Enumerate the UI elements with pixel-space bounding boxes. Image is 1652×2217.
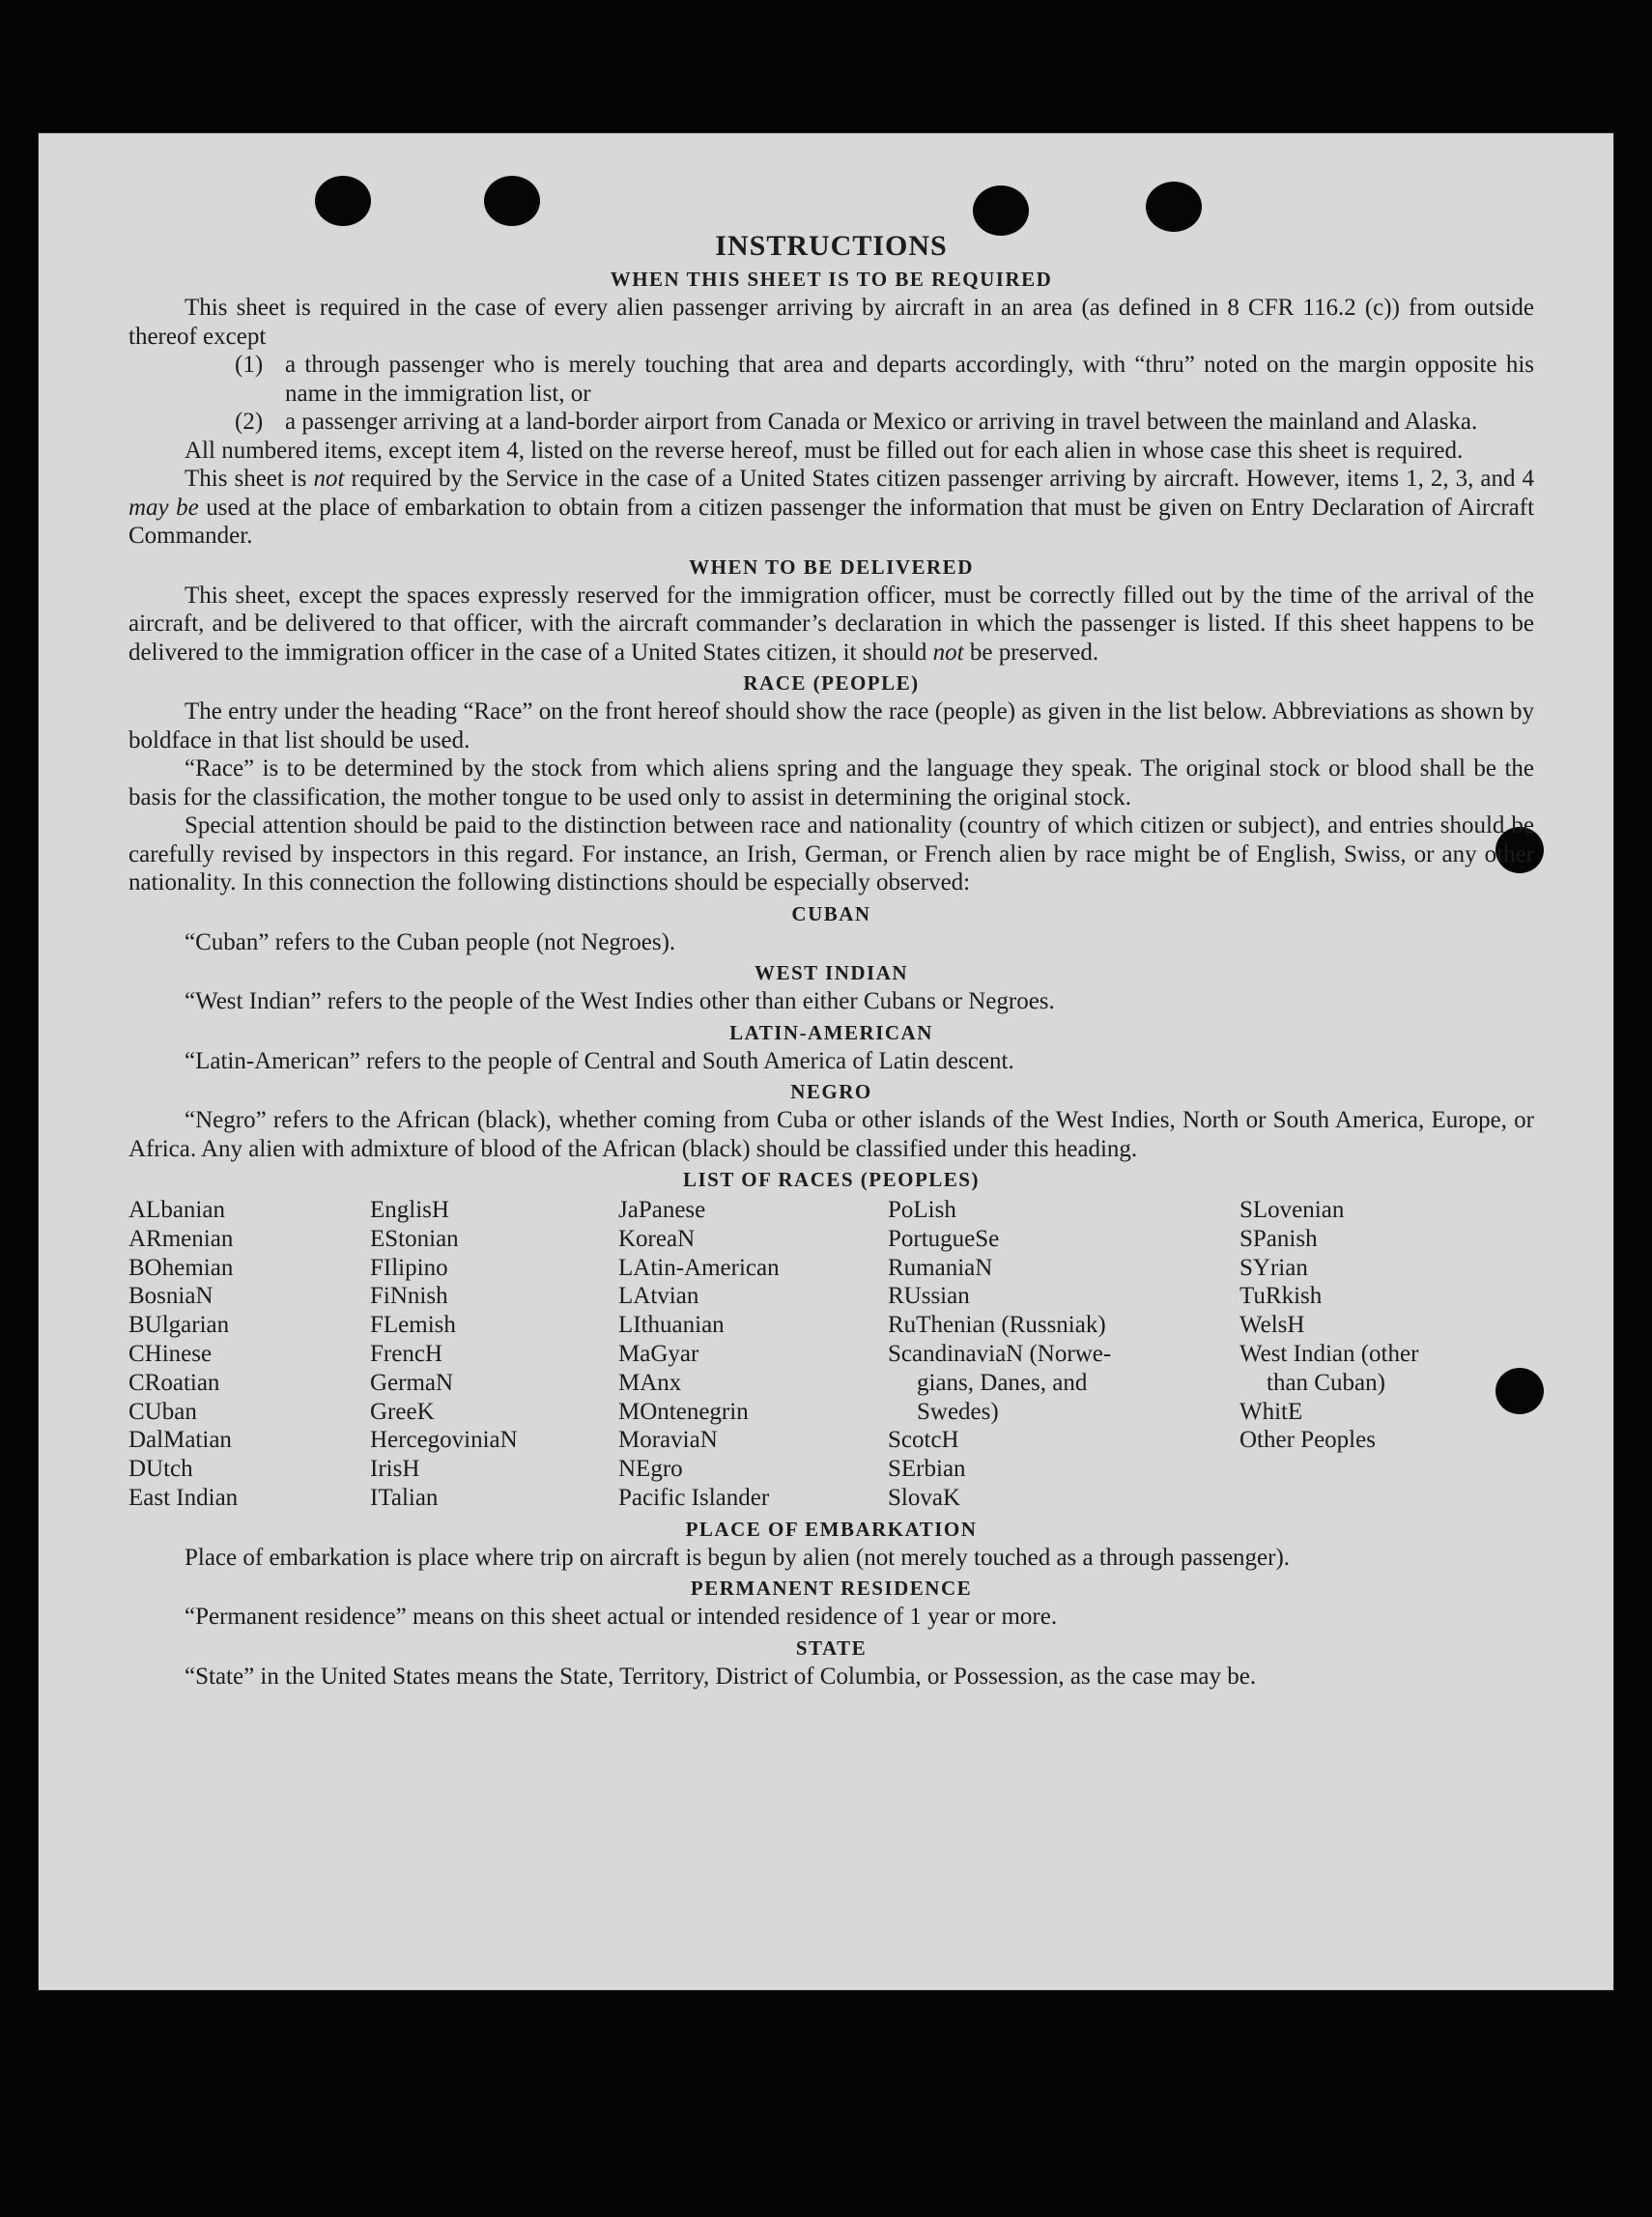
punch-hole <box>484 176 540 226</box>
race-entry: ScotcH <box>888 1427 959 1454</box>
race-entry: than Cuban) <box>1267 1369 1385 1396</box>
race-entry: RuThenian (Russniak) <box>888 1312 1106 1339</box>
race-entry: KoreaN <box>618 1225 696 1252</box>
document-sheet <box>39 133 1613 1990</box>
emphasis: not <box>313 466 345 492</box>
emphasis: may be <box>128 494 199 521</box>
race-entry: DUtch <box>128 1456 193 1483</box>
race-entry: RumaniaN <box>888 1254 993 1281</box>
race-entry: Other Peoples <box>1239 1427 1376 1454</box>
race-entry: Pacific Islander <box>618 1484 770 1511</box>
emphasis: not <box>932 639 964 666</box>
race-entry: FrencH <box>370 1340 442 1367</box>
item-text: a through passenger who is merely touching that area and departs accordingly, with “thru” noted on the margin opposite his name in the immigration list, or <box>285 352 1534 407</box>
race-entry: SlovaK <box>888 1484 960 1511</box>
race-entry: FiNnish <box>370 1283 448 1310</box>
paragraph: Special attention should be paid to the distinction between race and nationality (country of which citizen or subject), and entries should be carefully revised by inspectors in this regard. For instance, an Irish, German, or French alien by race might be of English, Swiss, or any other nationality. In this connection the following distinctions should be especially observed: <box>128 812 1534 895</box>
race-entry: MAnx <box>618 1369 682 1396</box>
heading-list-of-races: LIST OF RACES (PEOPLES) <box>683 1168 980 1191</box>
paragraph: Place of embarkation is place where trip on aircraft is begun by alien (not merely touched as a through passenger). <box>185 1544 1291 1571</box>
heading-permanent-residence: PERMANENT RESIDENCE <box>690 1577 973 1601</box>
race-entry: HercegoviniaN <box>370 1427 518 1454</box>
races-column <box>370 1196 618 1513</box>
race-entry: GermaN <box>370 1369 454 1396</box>
heading-west-indian: WEST INDIAN <box>754 961 909 984</box>
paragraph: “Race” is to be determined by the stock from which aliens spring and the language they speak. The original stock or blood shall be the basis for the classification, the mother tongue to be used only to assist in determining the original stock. <box>128 755 1534 810</box>
text-run: used at the place of embarkation to obtain from a citizen passenger the information that must be given on Entry Declaration of Aircraft Commander. <box>128 494 1535 549</box>
race-entry: EStonian <box>370 1225 459 1252</box>
race-entry: ITalian <box>370 1484 439 1511</box>
race-entry: SLovenian <box>1239 1197 1345 1223</box>
race-entry: CRoatian <box>128 1369 220 1396</box>
paragraph: “Latin-American” refers to the people of Central and South America of Latin descent. <box>185 1047 1014 1074</box>
list-item <box>128 408 1534 437</box>
race-entry: FIlipino <box>370 1254 448 1281</box>
race-entry: SErbian <box>888 1456 966 1483</box>
race-entry: BUlgarian <box>128 1312 230 1339</box>
races-column <box>128 1196 370 1513</box>
race-entry: gians, Danes, and <box>917 1369 1088 1396</box>
race-entry: FLemish <box>370 1312 456 1339</box>
race-entry: East Indian <box>128 1484 239 1511</box>
races-column <box>888 1196 1239 1513</box>
race-entry: MaGyar <box>618 1340 699 1367</box>
race-entry: TuRkish <box>1239 1283 1323 1310</box>
item-number: (2) <box>235 409 264 435</box>
paragraph: The entry under the heading “Race” on the front hereof should show the race (people) as given in the list below. Abbreviations as shown by boldface in that list should be used. <box>128 698 1534 753</box>
races-list <box>128 1196 1534 1513</box>
race-entry: SYrian <box>1239 1254 1308 1281</box>
race-entry: EnglisH <box>370 1197 449 1223</box>
race-entry: WelsH <box>1239 1312 1305 1339</box>
heading-cuban: CUBAN <box>791 901 871 925</box>
race-entry: CHinese <box>128 1340 213 1367</box>
punch-hole <box>973 185 1029 236</box>
races-column <box>1239 1196 1534 1513</box>
heading-race: RACE (PEOPLE) <box>743 671 920 695</box>
text-run: required by the Service in the case of a United States citizen passenger arriving by aircraft. However, items 1, 2, 3, and 4 <box>344 466 1534 492</box>
race-entry: MoraviaN <box>618 1427 718 1454</box>
race-entry: JaPanese <box>618 1197 706 1223</box>
race-entry: BosniaN <box>128 1283 214 1310</box>
race-entry: ARmenian <box>128 1225 234 1252</box>
race-entry: RUssian <box>888 1283 970 1310</box>
text-run: This sheet, except the spaces expressly reserved for the immigration officer, must be correctly filled out by the time of the arrival of the aircraft, and be delivered to that officer, with the aircraft commander’s declaration in which the passenger is listed. If this sheet happens to be delivered to the immigration officer in the case of a United States citizen, it should <box>128 582 1534 666</box>
punch-hole <box>315 176 371 226</box>
paragraph: “State” in the United States means the State, Territory, District of Columbia, or Possession, as the case may be. <box>185 1663 1257 1690</box>
item-text: a passenger arriving at a land-border airport from Canada or Mexico or arriving in travel between the mainland and Alaska. <box>285 409 1478 435</box>
race-entry: GreeK <box>370 1398 435 1425</box>
paragraph: “Permanent residence” means on this sheet actual or intended residence of 1 year or more. <box>185 1604 1058 1631</box>
race-entry: ALbanian <box>128 1197 225 1223</box>
item-number: (1) <box>235 352 264 378</box>
races-column <box>618 1196 888 1513</box>
paragraph: This sheet is required in the case of every alien passenger arriving by aircraft in an area (as defined in 8 CFR 116.2 (c)) from outside thereof except <box>128 295 1534 350</box>
paragraph: All numbered items, except item 4, listed on the reverse hereof, must be filled out for each alien in whose case this sheet is required. <box>185 437 1464 464</box>
race-entry: PortugueSe <box>888 1225 1000 1252</box>
instructions-content <box>128 230 1534 1691</box>
heading-when-required: WHEN THIS SHEET IS TO BE REQUIRED <box>610 268 1053 291</box>
race-entry: LAtin-American <box>618 1254 780 1281</box>
race-entry: WhitE <box>1239 1398 1303 1425</box>
race-entry: PoLish <box>888 1197 956 1223</box>
race-entry: IrisH <box>370 1456 420 1483</box>
text-run: be preserved. <box>963 639 1099 666</box>
heading-latin-american: LATIN-AMERICAN <box>729 1020 933 1044</box>
paragraph: “Cuban” refers to the Cuban people (not Negroes). <box>185 928 676 955</box>
heading-negro: NEGRO <box>790 1080 872 1103</box>
heading-when-delivered: WHEN TO BE DELIVERED <box>689 554 974 579</box>
race-entry: DalMatian <box>128 1427 232 1454</box>
race-entry: LAtvian <box>618 1283 699 1310</box>
race-entry: ScandinaviaN (Norwe- <box>888 1340 1112 1367</box>
race-entry: BOhemian <box>128 1254 234 1281</box>
paragraph: “West Indian” refers to the people of the West Indies other than either Cubans or Negroes. <box>185 988 1055 1014</box>
paragraph <box>128 465 1534 551</box>
paragraph <box>128 582 1534 668</box>
heading-state: STATE <box>795 1635 868 1660</box>
text-run: This sheet is <box>185 466 314 492</box>
page-title: INSTRUCTIONS <box>715 230 948 262</box>
race-entry: MOntenegrin <box>618 1398 749 1425</box>
paragraph: “Negro” refers to the African (black), whether coming from Cuba or other islands of the West Indies, North or South America, Europe, or Africa. Any alien with admixture of blood of the African (black) should be classified under this heading. <box>128 1107 1534 1162</box>
race-entry: CUban <box>128 1398 197 1425</box>
punch-hole <box>1146 182 1202 232</box>
race-entry: LIthuanian <box>618 1312 725 1339</box>
race-entry: SPanish <box>1239 1225 1318 1252</box>
race-entry: West Indian (other <box>1239 1340 1419 1367</box>
race-entry: Swedes) <box>917 1398 999 1425</box>
list-item <box>128 351 1534 408</box>
heading-place-of-embarkation: PLACE OF EMBARKATION <box>685 1517 978 1541</box>
race-entry: NEgro <box>618 1456 683 1483</box>
